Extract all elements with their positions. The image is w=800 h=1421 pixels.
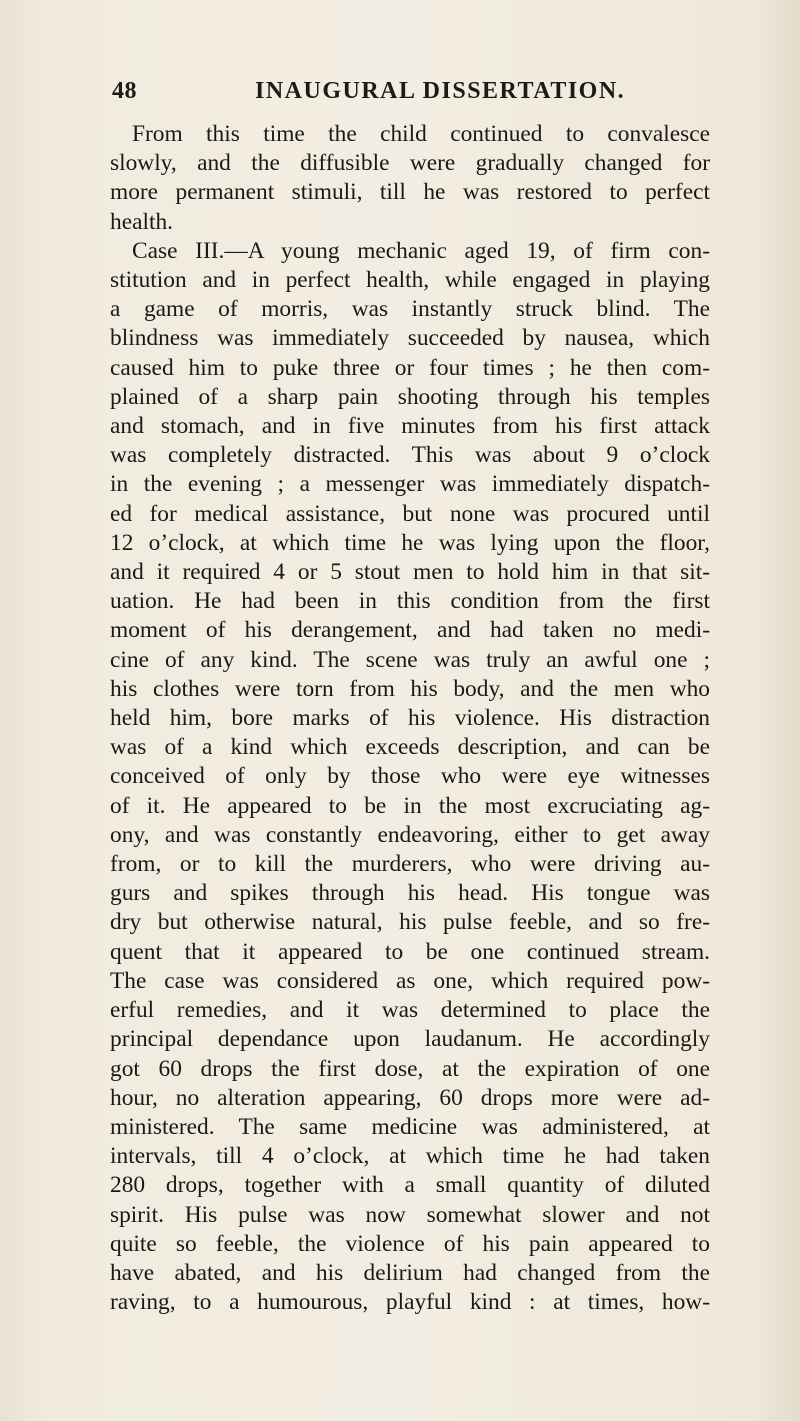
text-line: health. [110, 208, 173, 235]
text-line: dry but otherwise natural, his pulse feeble, and so fre- [110, 909, 710, 936]
text-line: 280 drops, together with a small quantity of diluted [110, 1172, 710, 1199]
text-line: uation. He had been in this condition from the first [110, 588, 710, 615]
text-line: quite so feeble, the violence of his pain appeared to [110, 1230, 710, 1257]
text-line: intervals, till 4 o’clock, at which time he had taken [110, 1143, 710, 1170]
text-line: cine of any kind. The scene was truly an awful one ; [110, 646, 710, 673]
text-line: got 60 drops the first dose, at the expiration of one [110, 1055, 710, 1082]
text-line: Case III.—A young mechanic aged 19, of firm con- [132, 237, 710, 264]
text-line: ed for medical assistance, but none was procured until [110, 500, 710, 527]
page-number: 48 [112, 78, 137, 104]
body-text [110, 120, 710, 1317]
text-line: moment of his derangement, and had taken no medi- [110, 617, 710, 644]
text-line: From this time the child continued to convalesce [132, 121, 710, 147]
page-header [112, 78, 712, 112]
text-line: from, or to kill the murderers, who were driving au- [110, 851, 710, 878]
text-line: a game of morris, was instantly struck blind. The [110, 296, 710, 323]
text-line: blindness was immediately succeeded by nausea, which [110, 325, 710, 352]
text-line: was completely distracted. This was about 9 o’clock [110, 442, 710, 469]
text-line: ony, and was constantly endeavoring, either to get away [110, 821, 710, 848]
text-line: plained of a sharp pain shooting through his temples [110, 383, 710, 410]
text-line: erful remedies, and it was determined to place the [110, 997, 710, 1024]
text-line: held him, bore marks of his violence. His distraction [110, 705, 710, 732]
text-line: his clothes were torn from his body, and the men who [110, 675, 710, 702]
text-line: spirit. His pulse was now somewhat slower and not [110, 1201, 710, 1228]
text-line: 12 o’clock, at which time he was lying upon the floor, [110, 529, 710, 556]
text-line: and it required 4 or 5 stout men to hold him in that sit- [110, 559, 710, 586]
text-line: hour, no alteration appearing, 60 drops more were ad- [110, 1084, 710, 1111]
text-line: gurs and spikes through his head. His tongue was [110, 880, 710, 907]
text-line: The case was considered as one, which required pow- [110, 967, 710, 994]
text-line: quent that it appeared to be one continued stream. [110, 938, 710, 965]
text-line: principal dependance upon laudanum. He accordingly [110, 1026, 710, 1053]
text-line: slowly, and the diffusible were gradually changed for [110, 150, 710, 177]
text-line: of it. He appeared to be in the most excruciating ag- [110, 792, 710, 819]
text-line: stitution and in perfect health, while engaged in playing [110, 267, 710, 294]
text-line: in the evening ; a messenger was immediately dispatch- [110, 471, 710, 498]
text-line: was of a kind which exceeds description, and can be [110, 734, 710, 761]
text-line: ministered. The same medicine was administered, at [110, 1113, 710, 1140]
text-line: and stomach, and in five minutes from his first attack [110, 413, 710, 440]
text-line: have abated, and his delirium had changed from the [110, 1259, 710, 1286]
text-line: more permanent stimuli, till he was restored to perfect [110, 179, 710, 206]
running-title: INAUGURAL DISSERTATION. [255, 78, 626, 104]
text-line: conceived of only by those who were eye witnesses [110, 763, 710, 790]
text-line: caused him to puke three or four times ; he then com- [110, 354, 710, 381]
text-line: raving, to a humourous, playful kind : at times, how- [110, 1289, 710, 1316]
